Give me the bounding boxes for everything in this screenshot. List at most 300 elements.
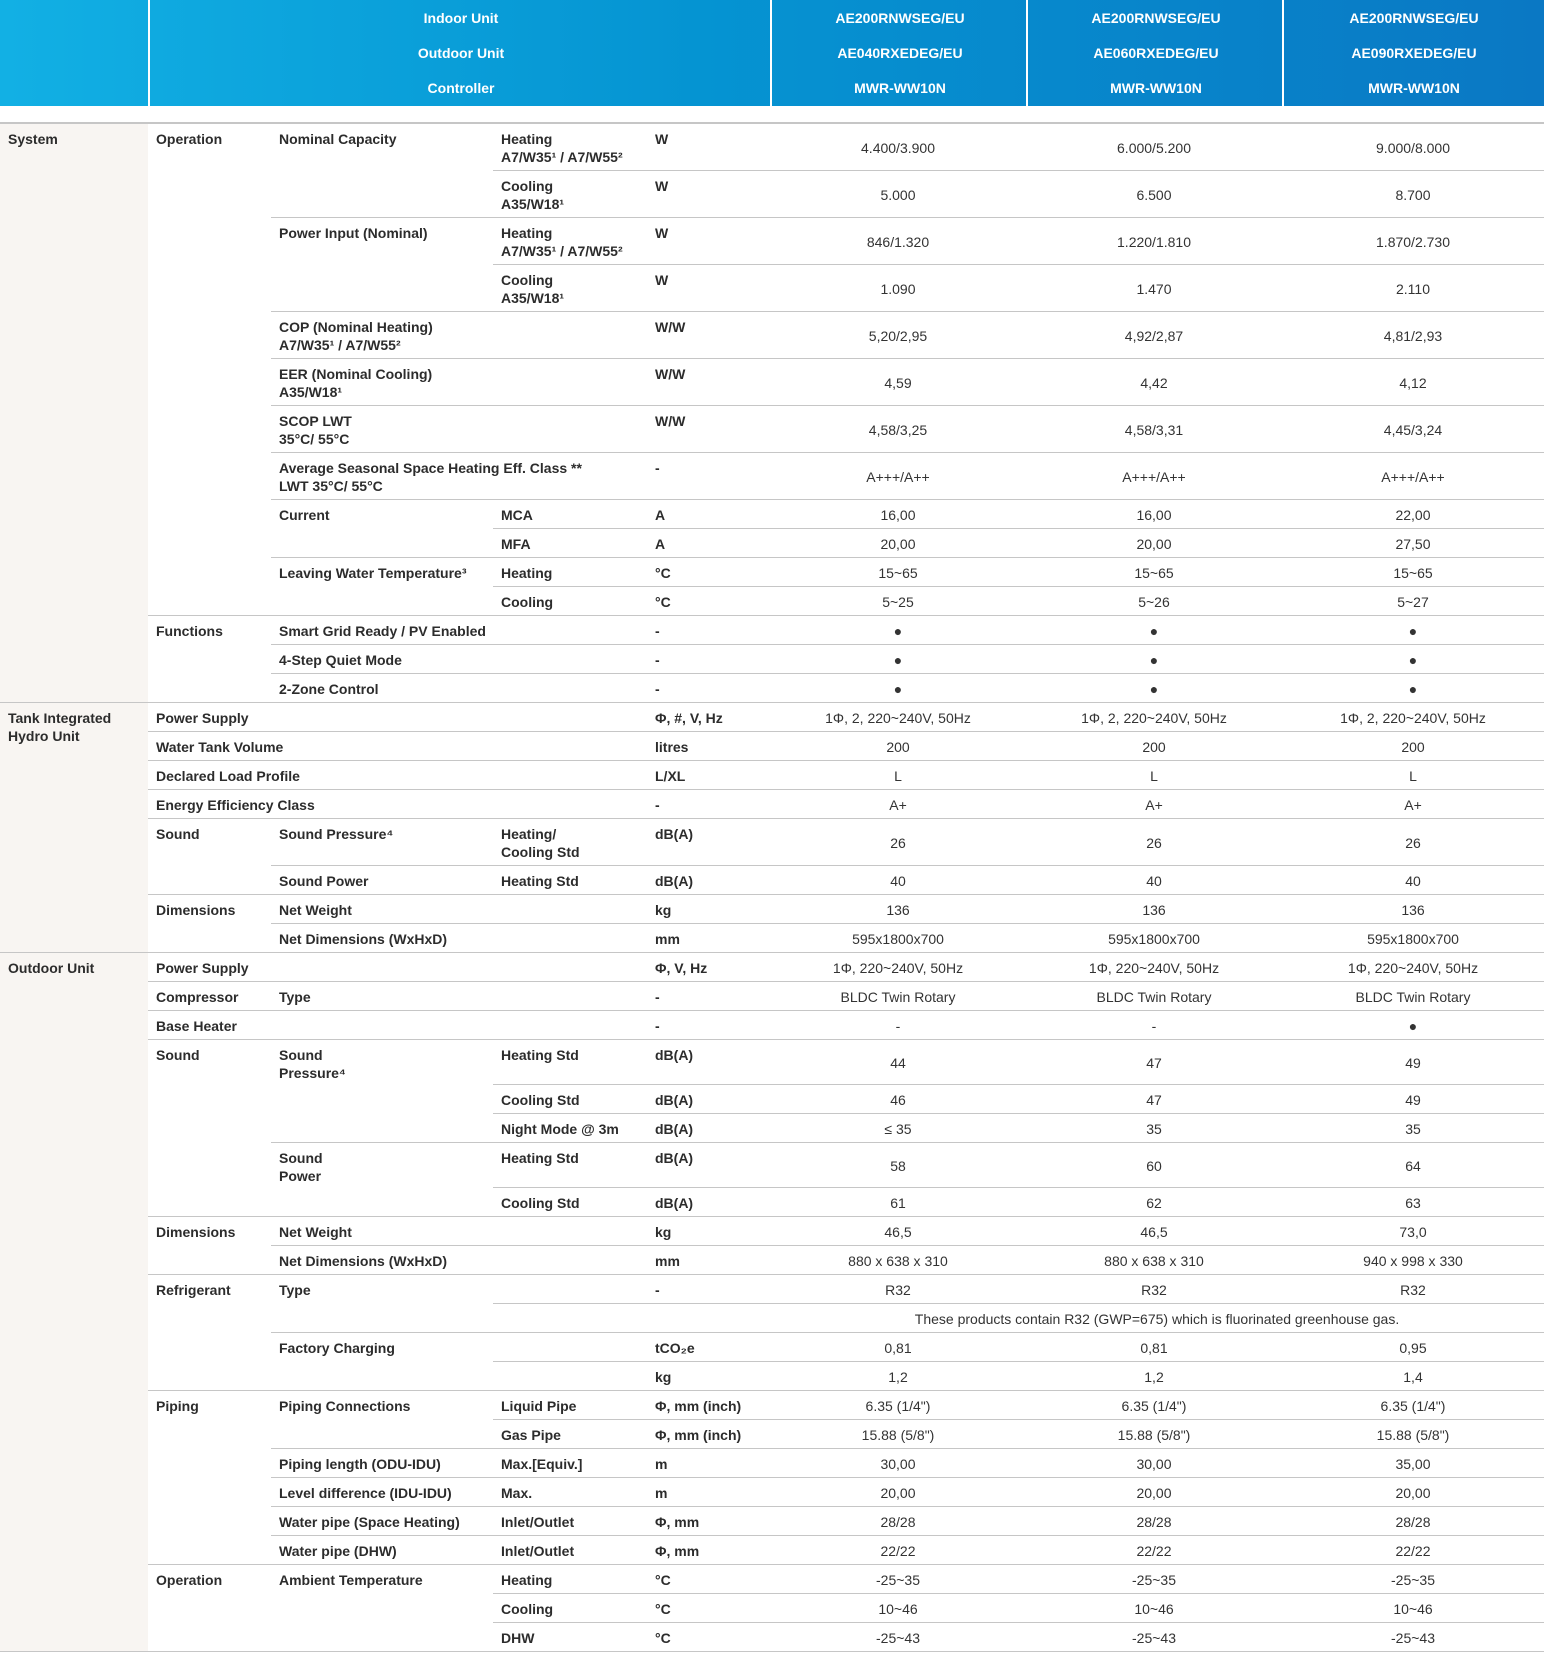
value-cell: A+ <box>1026 790 1282 819</box>
value-cell: 10~46 <box>1282 1594 1544 1623</box>
item-cell: Type <box>271 1275 493 1333</box>
unit-cell: kg <box>647 1217 770 1246</box>
unit-cell: Φ, V, Hz <box>647 953 770 982</box>
group-cell: Operation <box>148 1565 271 1652</box>
value-cell: 27,50 <box>1282 529 1544 558</box>
table-row <box>0 953 1544 982</box>
value-cell: ● <box>770 645 1026 674</box>
group-cell: Dimensions <box>148 895 271 953</box>
value-cell: 4,81/2,93 <box>1282 312 1544 359</box>
unit-cell: W <box>647 218 770 265</box>
table-row <box>0 1217 1544 1246</box>
value-cell: 16,00 <box>770 500 1026 529</box>
value-cell: 4,12 <box>1282 359 1544 406</box>
value-cell: 136 <box>1026 895 1282 924</box>
unit-cell: L/XL <box>647 761 770 790</box>
item-cell: 4-Step Quiet Mode <box>271 645 493 674</box>
unit-cell: dB(A) <box>647 819 770 866</box>
value-cell: 1Φ, 2, 220~240V, 50Hz <box>1282 703 1544 732</box>
unit-cell: dB(A) <box>647 1085 770 1114</box>
value-cell: ● <box>1282 1011 1544 1040</box>
value-cell: 136 <box>1282 895 1544 924</box>
value-cell: 1,2 <box>1026 1362 1282 1391</box>
model-1-indoor: AE200RNWSEG/EU <box>835 10 965 26</box>
condition-cell <box>493 312 647 359</box>
condition-cell <box>493 732 647 761</box>
value-cell: -25~35 <box>1026 1565 1282 1594</box>
condition-cell: Heating Std <box>493 866 647 895</box>
item-cell: Smart Grid Ready / PV Enabled <box>271 616 493 645</box>
unit-cell: - <box>647 1275 770 1304</box>
value-cell: 1Φ, 220~240V, 50Hz <box>1282 953 1544 982</box>
condition-cell <box>493 1275 647 1304</box>
value-cell: ● <box>1282 645 1544 674</box>
value-cell: - <box>770 1011 1026 1040</box>
value-cell: 1Φ, 2, 220~240V, 50Hz <box>770 703 1026 732</box>
group-cell: Power Supply <box>148 953 271 982</box>
unit-cell: - <box>647 645 770 674</box>
value-cell: ● <box>1026 674 1282 703</box>
condition-cell: Cooling A35/W18¹ <box>493 265 647 312</box>
value-cell: 46,5 <box>770 1217 1026 1246</box>
value-cell: R32 <box>1026 1275 1282 1304</box>
value-cell: 6.35 (1/4") <box>770 1391 1026 1420</box>
value-cell: 10~46 <box>770 1594 1026 1623</box>
condition-cell <box>493 1246 647 1275</box>
item-cell: SCOP LWT 35°C/ 55°C <box>271 406 493 453</box>
condition-cell: MCA <box>493 500 647 529</box>
unit-cell <box>647 1304 770 1333</box>
unit-cell: Φ, mm <box>647 1536 770 1565</box>
value-cell: L <box>1282 761 1544 790</box>
table-row <box>0 982 1544 1011</box>
model-2-indoor: AE200RNWSEG/EU <box>1091 10 1221 26</box>
value-cell: 4.400/3.900 <box>770 123 1026 171</box>
value-cell: 47 <box>1026 1040 1282 1085</box>
value-cell: 595x1800x700 <box>1282 924 1544 953</box>
item-cell: Sound Power <box>271 1143 493 1217</box>
model-column-3 <box>1282 0 1544 106</box>
group-cell: Base Heater <box>148 1011 271 1040</box>
spec-table-wrapper <box>0 122 1544 1653</box>
value-cell: ● <box>1026 616 1282 645</box>
value-cell: 60 <box>1026 1143 1282 1188</box>
value-cell: 16,00 <box>1026 500 1282 529</box>
item-cell: Piping Connections <box>271 1391 493 1449</box>
item-cell <box>271 761 493 790</box>
outdoor-unit-label: Outdoor Unit <box>417 45 505 61</box>
condition-cell <box>493 359 647 406</box>
unit-cell: dB(A) <box>647 1188 770 1217</box>
value-cell: 1Φ, 220~240V, 50Hz <box>770 953 1026 982</box>
value-cell: 20,00 <box>770 1478 1026 1507</box>
unit-cell: °C <box>647 587 770 616</box>
value-cell: 846/1.320 <box>770 218 1026 265</box>
model-2-outdoor: AE060RXEDEG/EU <box>1093 45 1219 61</box>
table-row <box>0 123 1544 171</box>
condition-cell <box>493 616 647 645</box>
condition-cell <box>493 674 647 703</box>
unit-cell: W <box>647 171 770 218</box>
value-cell: 0,95 <box>1282 1333 1544 1362</box>
condition-cell: Heating/ Cooling Std <box>493 819 647 866</box>
table-row <box>0 1040 1544 1085</box>
value-cell: 15~65 <box>1026 558 1282 587</box>
group-cell: Refrigerant <box>148 1275 271 1391</box>
value-cell: 15.88 (5/8") <box>770 1420 1026 1449</box>
value-cell: ● <box>1282 674 1544 703</box>
value-cell: 15.88 (5/8") <box>1026 1420 1282 1449</box>
table-row <box>0 616 1544 645</box>
group-cell: Water Tank Volume <box>148 732 271 761</box>
item-cell: Water pipe (Space Heating) <box>271 1507 493 1536</box>
unit-cell: Φ, #, V, Hz <box>647 703 770 732</box>
value-cell: 200 <box>770 732 1026 761</box>
value-cell: A+++/A++ <box>770 453 1026 500</box>
section-cell: Tank Integrated Hydro Unit <box>0 703 148 953</box>
controller-label: Controller <box>427 80 495 96</box>
unit-cell: mm <box>647 1246 770 1275</box>
unit-cell: dB(A) <box>647 1143 770 1188</box>
group-cell: Compressor <box>148 982 271 1011</box>
value-cell: 1Φ, 220~240V, 50Hz <box>1026 953 1282 982</box>
unit-cell: dB(A) <box>647 1114 770 1143</box>
value-cell: R32 <box>770 1275 1026 1304</box>
item-cell: Average Seasonal Space Heating Eff. Class ** LWT 35°C/ 55°C <box>271 453 493 500</box>
value-cell: 35 <box>1026 1114 1282 1143</box>
group-cell: Piping <box>148 1391 271 1565</box>
value-cell: 22,00 <box>1282 500 1544 529</box>
model-column-1 <box>770 0 1028 106</box>
item-cell: Net Dimensions (WxHxD) <box>271 1246 493 1275</box>
value-cell: 9.000/8.000 <box>1282 123 1544 171</box>
value-cell: 1.470 <box>1026 265 1282 312</box>
value-cell: - <box>1026 1011 1282 1040</box>
unit-cell: litres <box>647 732 770 761</box>
value-cell: 40 <box>1026 866 1282 895</box>
value-cell: 28/28 <box>770 1507 1026 1536</box>
header-row-labels <box>148 0 772 106</box>
unit-cell: W <box>647 123 770 171</box>
value-cell: 61 <box>770 1188 1026 1217</box>
value-cell: A+++/A++ <box>1026 453 1282 500</box>
value-cell: A+ <box>1282 790 1544 819</box>
value-cell: ● <box>770 616 1026 645</box>
unit-cell: A <box>647 500 770 529</box>
unit-cell: - <box>647 1011 770 1040</box>
table-row <box>0 1275 1544 1304</box>
unit-cell: °C <box>647 1623 770 1652</box>
unit-cell: kg <box>647 895 770 924</box>
item-cell: 2-Zone Control <box>271 674 493 703</box>
value-cell: 22/22 <box>1026 1536 1282 1565</box>
group-cell: Sound <box>148 819 271 895</box>
value-cell: L <box>770 761 1026 790</box>
item-cell <box>271 953 493 982</box>
group-cell: Energy Efficiency Class <box>148 790 271 819</box>
value-cell: 200 <box>1026 732 1282 761</box>
value-cell: 28/28 <box>1026 1507 1282 1536</box>
table-row <box>0 703 1544 732</box>
unit-cell: - <box>647 453 770 500</box>
value-cell: 880 x 638 x 310 <box>770 1246 1026 1275</box>
value-cell: -25~43 <box>770 1623 1026 1652</box>
unit-cell: kg <box>647 1362 770 1391</box>
condition-cell <box>493 982 647 1011</box>
item-cell: COP (Nominal Heating) A7/W35¹ / A7/W55² <box>271 312 493 359</box>
unit-cell: dB(A) <box>647 1040 770 1085</box>
table-row <box>0 895 1544 924</box>
value-cell: 35 <box>1282 1114 1544 1143</box>
value-cell: 4,92/2,87 <box>1026 312 1282 359</box>
value-cell: 20,00 <box>770 529 1026 558</box>
value-cell: 5~27 <box>1282 587 1544 616</box>
value-cell: 28/28 <box>1282 1507 1544 1536</box>
value-cell: ≤ 35 <box>770 1114 1026 1143</box>
value-cell: 880 x 638 x 310 <box>1026 1246 1282 1275</box>
note-cell: These products contain R32 (GWP=675) which is fluorinated greenhouse gas. <box>770 1304 1544 1333</box>
value-cell: ● <box>770 674 1026 703</box>
condition-cell: Heating <box>493 558 647 587</box>
value-cell: 4,58/3,25 <box>770 406 1026 453</box>
item-cell: Water pipe (DHW) <box>271 1536 493 1565</box>
unit-cell: tCO₂e <box>647 1333 770 1362</box>
value-cell: 6.35 (1/4") <box>1282 1391 1544 1420</box>
value-cell: 46 <box>770 1085 1026 1114</box>
indoor-unit-label: Indoor Unit <box>423 10 499 26</box>
condition-cell: Cooling <box>493 587 647 616</box>
unit-cell: m <box>647 1449 770 1478</box>
table-header <box>0 0 1544 106</box>
item-cell: Nominal Capacity <box>271 123 493 218</box>
group-cell: Sound <box>148 1040 271 1217</box>
table-row <box>0 732 1544 761</box>
value-cell: 22/22 <box>770 1536 1026 1565</box>
value-cell: 73,0 <box>1282 1217 1544 1246</box>
item-cell: Current <box>271 500 493 558</box>
condition-cell <box>493 924 647 953</box>
value-cell: 49 <box>1282 1085 1544 1114</box>
value-cell: 35,00 <box>1282 1449 1544 1478</box>
group-cell: Operation <box>148 123 271 616</box>
value-cell: 20,00 <box>1026 529 1282 558</box>
value-cell: 6.35 (1/4") <box>1026 1391 1282 1420</box>
value-cell: 44 <box>770 1040 1026 1085</box>
value-cell: 49 <box>1282 1040 1544 1085</box>
value-cell: 4,58/3,31 <box>1026 406 1282 453</box>
condition-cell <box>493 406 647 453</box>
item-cell: Ambient Temperature <box>271 1565 493 1652</box>
condition-cell <box>493 953 647 982</box>
model-3-indoor: AE200RNWSEG/EU <box>1349 10 1479 26</box>
unit-cell: °C <box>647 1565 770 1594</box>
section-cell: Outdoor Unit <box>0 953 148 1652</box>
value-cell: A+++/A++ <box>1282 453 1544 500</box>
unit-cell: W/W <box>647 359 770 406</box>
value-cell: 26 <box>1282 819 1544 866</box>
value-cell: 0,81 <box>1026 1333 1282 1362</box>
condition-cell: Max.[Equiv.] <box>493 1449 647 1478</box>
value-cell: 30,00 <box>770 1449 1026 1478</box>
model-1-outdoor: AE040RXEDEG/EU <box>837 45 963 61</box>
value-cell: -25~43 <box>1282 1623 1544 1652</box>
condition-cell <box>493 790 647 819</box>
unit-cell: mm <box>647 924 770 953</box>
table-row <box>0 1391 1544 1420</box>
condition-cell: DHW <box>493 1623 647 1652</box>
group-cell: Declared Load Profile <box>148 761 271 790</box>
value-cell: 1.870/2.730 <box>1282 218 1544 265</box>
value-cell: 10~46 <box>1026 1594 1282 1623</box>
value-cell: 595x1800x700 <box>770 924 1026 953</box>
value-cell: 40 <box>770 866 1026 895</box>
value-cell: 1.220/1.810 <box>1026 218 1282 265</box>
item-cell: Sound Pressure⁴ <box>271 1040 493 1143</box>
condition-cell <box>493 1333 647 1362</box>
value-cell: 6.500 <box>1026 171 1282 218</box>
value-cell: ● <box>1026 645 1282 674</box>
unit-cell: - <box>647 982 770 1011</box>
item-cell: EER (Nominal Cooling) A35/W18¹ <box>271 359 493 406</box>
item-cell <box>271 1011 493 1040</box>
value-cell: 47 <box>1026 1085 1282 1114</box>
value-cell: R32 <box>1282 1275 1544 1304</box>
value-cell: 22/22 <box>1282 1536 1544 1565</box>
condition-cell <box>493 761 647 790</box>
unit-cell: W <box>647 265 770 312</box>
value-cell: 62 <box>1026 1188 1282 1217</box>
unit-cell: dB(A) <box>647 866 770 895</box>
condition-cell <box>493 703 647 732</box>
value-cell: -25~35 <box>770 1565 1026 1594</box>
value-cell: 1,2 <box>770 1362 1026 1391</box>
value-cell: 46,5 <box>1026 1217 1282 1246</box>
value-cell: 0,81 <box>770 1333 1026 1362</box>
value-cell: 5~26 <box>1026 587 1282 616</box>
value-cell: A+ <box>770 790 1026 819</box>
value-cell: 5.000 <box>770 171 1026 218</box>
condition-cell: Heating <box>493 1565 647 1594</box>
item-cell: Leaving Water Temperature³ <box>271 558 493 616</box>
value-cell: 595x1800x700 <box>1026 924 1282 953</box>
value-cell: 4,45/3,24 <box>1282 406 1544 453</box>
value-cell: L <box>1026 761 1282 790</box>
condition-cell: Gas Pipe <box>493 1420 647 1449</box>
value-cell: 200 <box>1282 732 1544 761</box>
value-cell: ● <box>1282 616 1544 645</box>
condition-cell: Cooling Std <box>493 1085 647 1114</box>
condition-cell <box>493 645 647 674</box>
value-cell: 4,42 <box>1026 359 1282 406</box>
unit-cell: - <box>647 616 770 645</box>
item-cell: Net Dimensions (WxHxD) <box>271 924 493 953</box>
table-row <box>0 761 1544 790</box>
model-3-outdoor: AE090RXEDEG/EU <box>1351 45 1477 61</box>
condition-cell: Heating Std <box>493 1143 647 1188</box>
item-cell <box>271 703 493 732</box>
item-cell: Type <box>271 982 493 1011</box>
table-row <box>0 1011 1544 1040</box>
value-cell: 15~65 <box>770 558 1026 587</box>
condition-cell: Max. <box>493 1478 647 1507</box>
value-cell: 4,59 <box>770 359 1026 406</box>
condition-cell: Night Mode @ 3m <box>493 1114 647 1143</box>
value-cell: 136 <box>770 895 1026 924</box>
value-cell: 20,00 <box>1282 1478 1544 1507</box>
condition-cell: Liquid Pipe <box>493 1391 647 1420</box>
unit-cell: Φ, mm <box>647 1507 770 1536</box>
unit-cell: W/W <box>647 312 770 359</box>
group-cell: Power Supply <box>148 703 271 732</box>
item-cell: Sound Power <box>271 866 493 895</box>
section-cell: System <box>0 123 148 703</box>
value-cell: BLDC Twin Rotary <box>1282 982 1544 1011</box>
unit-cell: m <box>647 1478 770 1507</box>
value-cell: 30,00 <box>1026 1449 1282 1478</box>
item-cell <box>271 732 493 761</box>
value-cell: 58 <box>770 1143 1026 1188</box>
unit-cell: - <box>647 674 770 703</box>
value-cell: BLDC Twin Rotary <box>770 982 1026 1011</box>
condition-cell: Inlet/Outlet <box>493 1536 647 1565</box>
value-cell: 5~25 <box>770 587 1026 616</box>
value-cell: BLDC Twin Rotary <box>1026 982 1282 1011</box>
table-row <box>0 790 1544 819</box>
value-cell: -25~35 <box>1282 1565 1544 1594</box>
group-cell: Functions <box>148 616 271 703</box>
condition-cell: MFA <box>493 529 647 558</box>
item-cell: Net Weight <box>271 895 493 924</box>
condition-cell: Inlet/Outlet <box>493 1507 647 1536</box>
header-blank-cell <box>0 0 148 106</box>
unit-cell: Φ, mm (inch) <box>647 1420 770 1449</box>
condition-cell: Cooling <box>493 1594 647 1623</box>
item-cell: Piping length (ODU-IDU) <box>271 1449 493 1478</box>
value-cell: -25~43 <box>1026 1623 1282 1652</box>
value-cell: 5,20/2,95 <box>770 312 1026 359</box>
model-2-controller: MWR-WW10N <box>1110 80 1202 96</box>
model-column-2 <box>1026 0 1284 106</box>
condition-cell <box>493 1304 647 1333</box>
value-cell: 26 <box>1026 819 1282 866</box>
condition-cell: Heating A7/W35¹ / A7/W55² <box>493 218 647 265</box>
table-row <box>0 819 1544 866</box>
item-cell: Level difference (IDU-IDU) <box>271 1478 493 1507</box>
unit-cell: - <box>647 790 770 819</box>
unit-cell: W/W <box>647 406 770 453</box>
table-row <box>0 1565 1544 1594</box>
spec-table <box>0 122 1544 1652</box>
value-cell: 6.000/5.200 <box>1026 123 1282 171</box>
value-cell: 1,4 <box>1282 1362 1544 1391</box>
value-cell: 1.090 <box>770 265 1026 312</box>
item-cell: Net Weight <box>271 1217 493 1246</box>
value-cell: 63 <box>1282 1188 1544 1217</box>
condition-cell <box>493 1362 647 1391</box>
condition-cell: Heating Std <box>493 1040 647 1085</box>
value-cell: 1Φ, 2, 220~240V, 50Hz <box>1026 703 1282 732</box>
value-cell: 15.88 (5/8") <box>1282 1420 1544 1449</box>
value-cell: 940 x 998 x 330 <box>1282 1246 1544 1275</box>
item-cell: Power Input (Nominal) <box>271 218 493 312</box>
unit-cell: °C <box>647 1594 770 1623</box>
model-1-controller: MWR-WW10N <box>854 80 946 96</box>
item-cell: Factory Charging <box>271 1333 493 1391</box>
model-3-controller: MWR-WW10N <box>1368 80 1460 96</box>
unit-cell: A <box>647 529 770 558</box>
value-cell: 26 <box>770 819 1026 866</box>
value-cell: 64 <box>1282 1143 1544 1188</box>
